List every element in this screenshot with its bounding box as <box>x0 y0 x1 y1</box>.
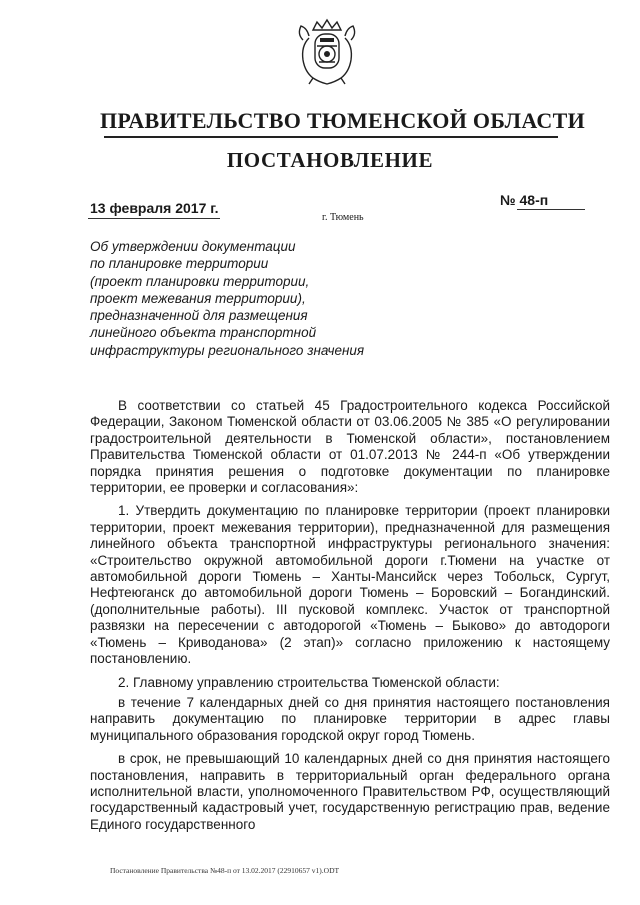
preamble-paragraph: В соответствии со статьей 45 Градостроительного кодекса Российской Федерации, Законом Тюменской области от 03.06.2005 № 385 «О регулировании градостроительной деятельности в Тюменской области», постановлением Правительства Тюменской области от 01.07.2013 № 244-п «Об утверждении порядка принятия решения о подготовке документации по планировке территории, ее проверки и согласования»: <box>90 398 610 496</box>
clause-2-paragraph: 2. Главному управлению строительства Тюменской области: <box>118 674 500 690</box>
subject-line: предназначенной для размещения <box>90 308 308 324</box>
clause-2-item-paragraph: в срок, не превышающий 10 календарных дней со дня принятия настоящего постановления, направить в территориальный орган федерального органа исполнительной власти, уполномоченного Правительством РФ, осуществляющий государственный кадастровый учет, государственную регистрацию прав, ведение Единого государственного <box>90 751 610 832</box>
file-footer: Постановление Правительства №48-п от 13.02.2017 (22910657 v1).ODT <box>110 866 340 875</box>
decree-body <box>90 398 610 840</box>
coat-of-arms-icon <box>291 16 363 88</box>
government-title: ПРАВИТЕЛЬСТВО ТЮМЕНСКОЙ ОБЛАСТИ <box>100 108 585 133</box>
subject-line: Об утверждении документации <box>90 239 296 254</box>
decree-number: № 48-п <box>500 192 549 208</box>
decree-date: 13 февраля 2017 г. <box>90 200 219 216</box>
subject-line: инфраструктуры регионального значения <box>90 342 365 358</box>
subject-line: по планировке территории <box>90 256 269 272</box>
subject-line: (проект планировки территории, <box>90 273 310 289</box>
clause-2-item-paragraph: в течение 7 календарных дней со дня принятия настоящего постановления направить документацию по планировке территории в адрес главы муниципального образования городской округ город Тюмень. <box>90 694 610 743</box>
date-underline <box>88 218 220 219</box>
subject-line: линейного объекта транспортной <box>90 325 317 341</box>
decree-city: г. Тюмень <box>322 212 364 223</box>
number-underline <box>517 209 585 210</box>
clause-1-paragraph: 1. Утвердить документацию по планировке территории (проект планировки территории, проект межевания территории), предназначенной для размещения линейного объекта транспортной инфраструктуры регионального значения: «Строительство окружной автомобильной дороги г.Тюмени на участке от автомобильной дороги Тюмень – Ханты-Мансийск через Тобольск, Сургут, Нефтеюганск до автомобильной дороги Тюмень – Боровский – Богандинский. (дополнительные работы). III пусковой комплекс. Участок от транспортной развязки на пересечении с автодорогой «Тюмень – Быково» до автодороги «Тюмень – Криводанова» (2 этап)» согласно приложению к настоящему постановлению. <box>90 503 610 667</box>
title-divider <box>104 136 558 138</box>
decree-subject <box>90 238 410 359</box>
subject-line: проект межевания территории), <box>90 290 306 306</box>
document-type-heading: ПОСТАНОВЛЕНИЕ <box>226 148 434 172</box>
